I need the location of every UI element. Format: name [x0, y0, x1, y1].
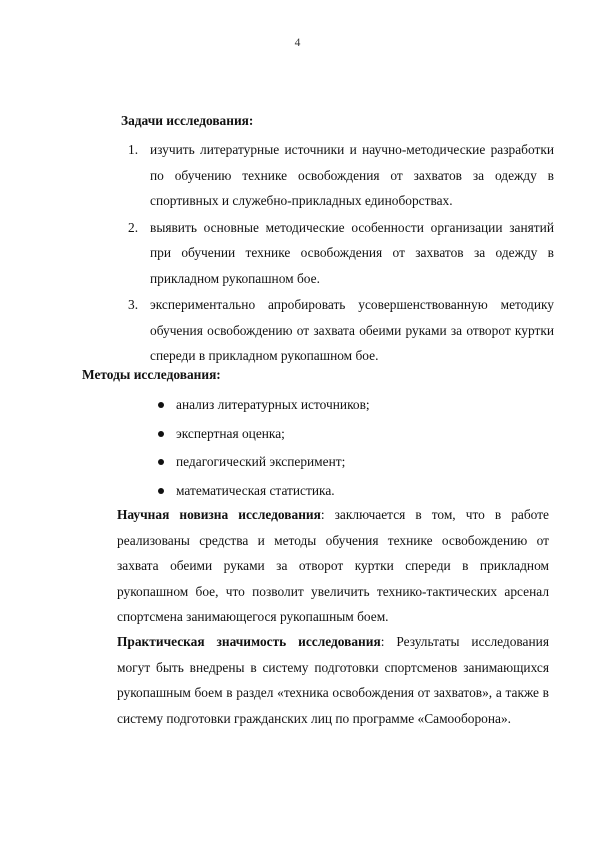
- significance-lead: Практическая значимость исследования: [117, 634, 381, 649]
- method-item: [158, 420, 370, 449]
- task-item: [126, 137, 554, 214]
- significance-text: : Результаты исследования могут быть внедрены в систему подготовки спортсменов занимающихся рукопашным боем в раздел «техника освобождения от захватов», а также в систему подготовки гражданских лиц по программе «Самооборона».: [117, 634, 549, 726]
- novelty-text: : заключается в том, что в работе реализованы средства и методы обучения технике освобождению от захвата обеими руками за отворот куртки спереди в прикладном рукопашном бое, что позволит увеличить технико-тактических арсенал спортсмена занимающегося рукопашным боем.: [117, 507, 549, 624]
- task-number: 1.: [128, 142, 139, 157]
- bullet-icon: [158, 459, 164, 465]
- page-number: 4: [294, 37, 301, 49]
- method-text: экспертная оценка;: [176, 425, 285, 441]
- methods-list: [158, 391, 370, 505]
- bullet-icon: [158, 488, 164, 494]
- method-item: [158, 477, 370, 506]
- task-text: изучить литературные источники и научно-методические разработки по обучению технике освобождения от захватов за одежду в спортивных и служебно-прикладных единоборствах.: [150, 142, 554, 208]
- bullet-icon: [158, 431, 164, 437]
- method-item: [158, 391, 370, 420]
- task-item: [126, 215, 554, 292]
- method-text: анализ литературных источников;: [176, 397, 370, 412]
- significance-paragraph: [117, 629, 549, 731]
- task-text: выявить основные методические особенности организации занятий при обучении технике освобождения от захватов за одежду в прикладном рукопашном бое.: [150, 219, 554, 286]
- methods-heading: Методы исследования:: [82, 367, 221, 382]
- tasks-heading: Задачи исследования:: [121, 113, 254, 128]
- task-text: экспериментально апробировать усовершенствованную методику обучения освобождению от захвата обеими руками за отворот куртки спереди в прикладном рукопашном бое.: [150, 297, 554, 363]
- novelty-paragraph: [117, 502, 549, 630]
- method-text: педагогический эксперимент;: [176, 454, 346, 469]
- novelty-lead: Научная новизна исследования: [117, 507, 321, 522]
- task-number: 3.: [128, 297, 139, 312]
- task-number: 2.: [128, 219, 139, 235]
- tasks-list: [126, 137, 554, 369]
- method-item: [158, 448, 370, 477]
- method-text: математическая статистика.: [176, 482, 335, 498]
- bullet-icon: [158, 402, 164, 408]
- task-item: [126, 292, 554, 369]
